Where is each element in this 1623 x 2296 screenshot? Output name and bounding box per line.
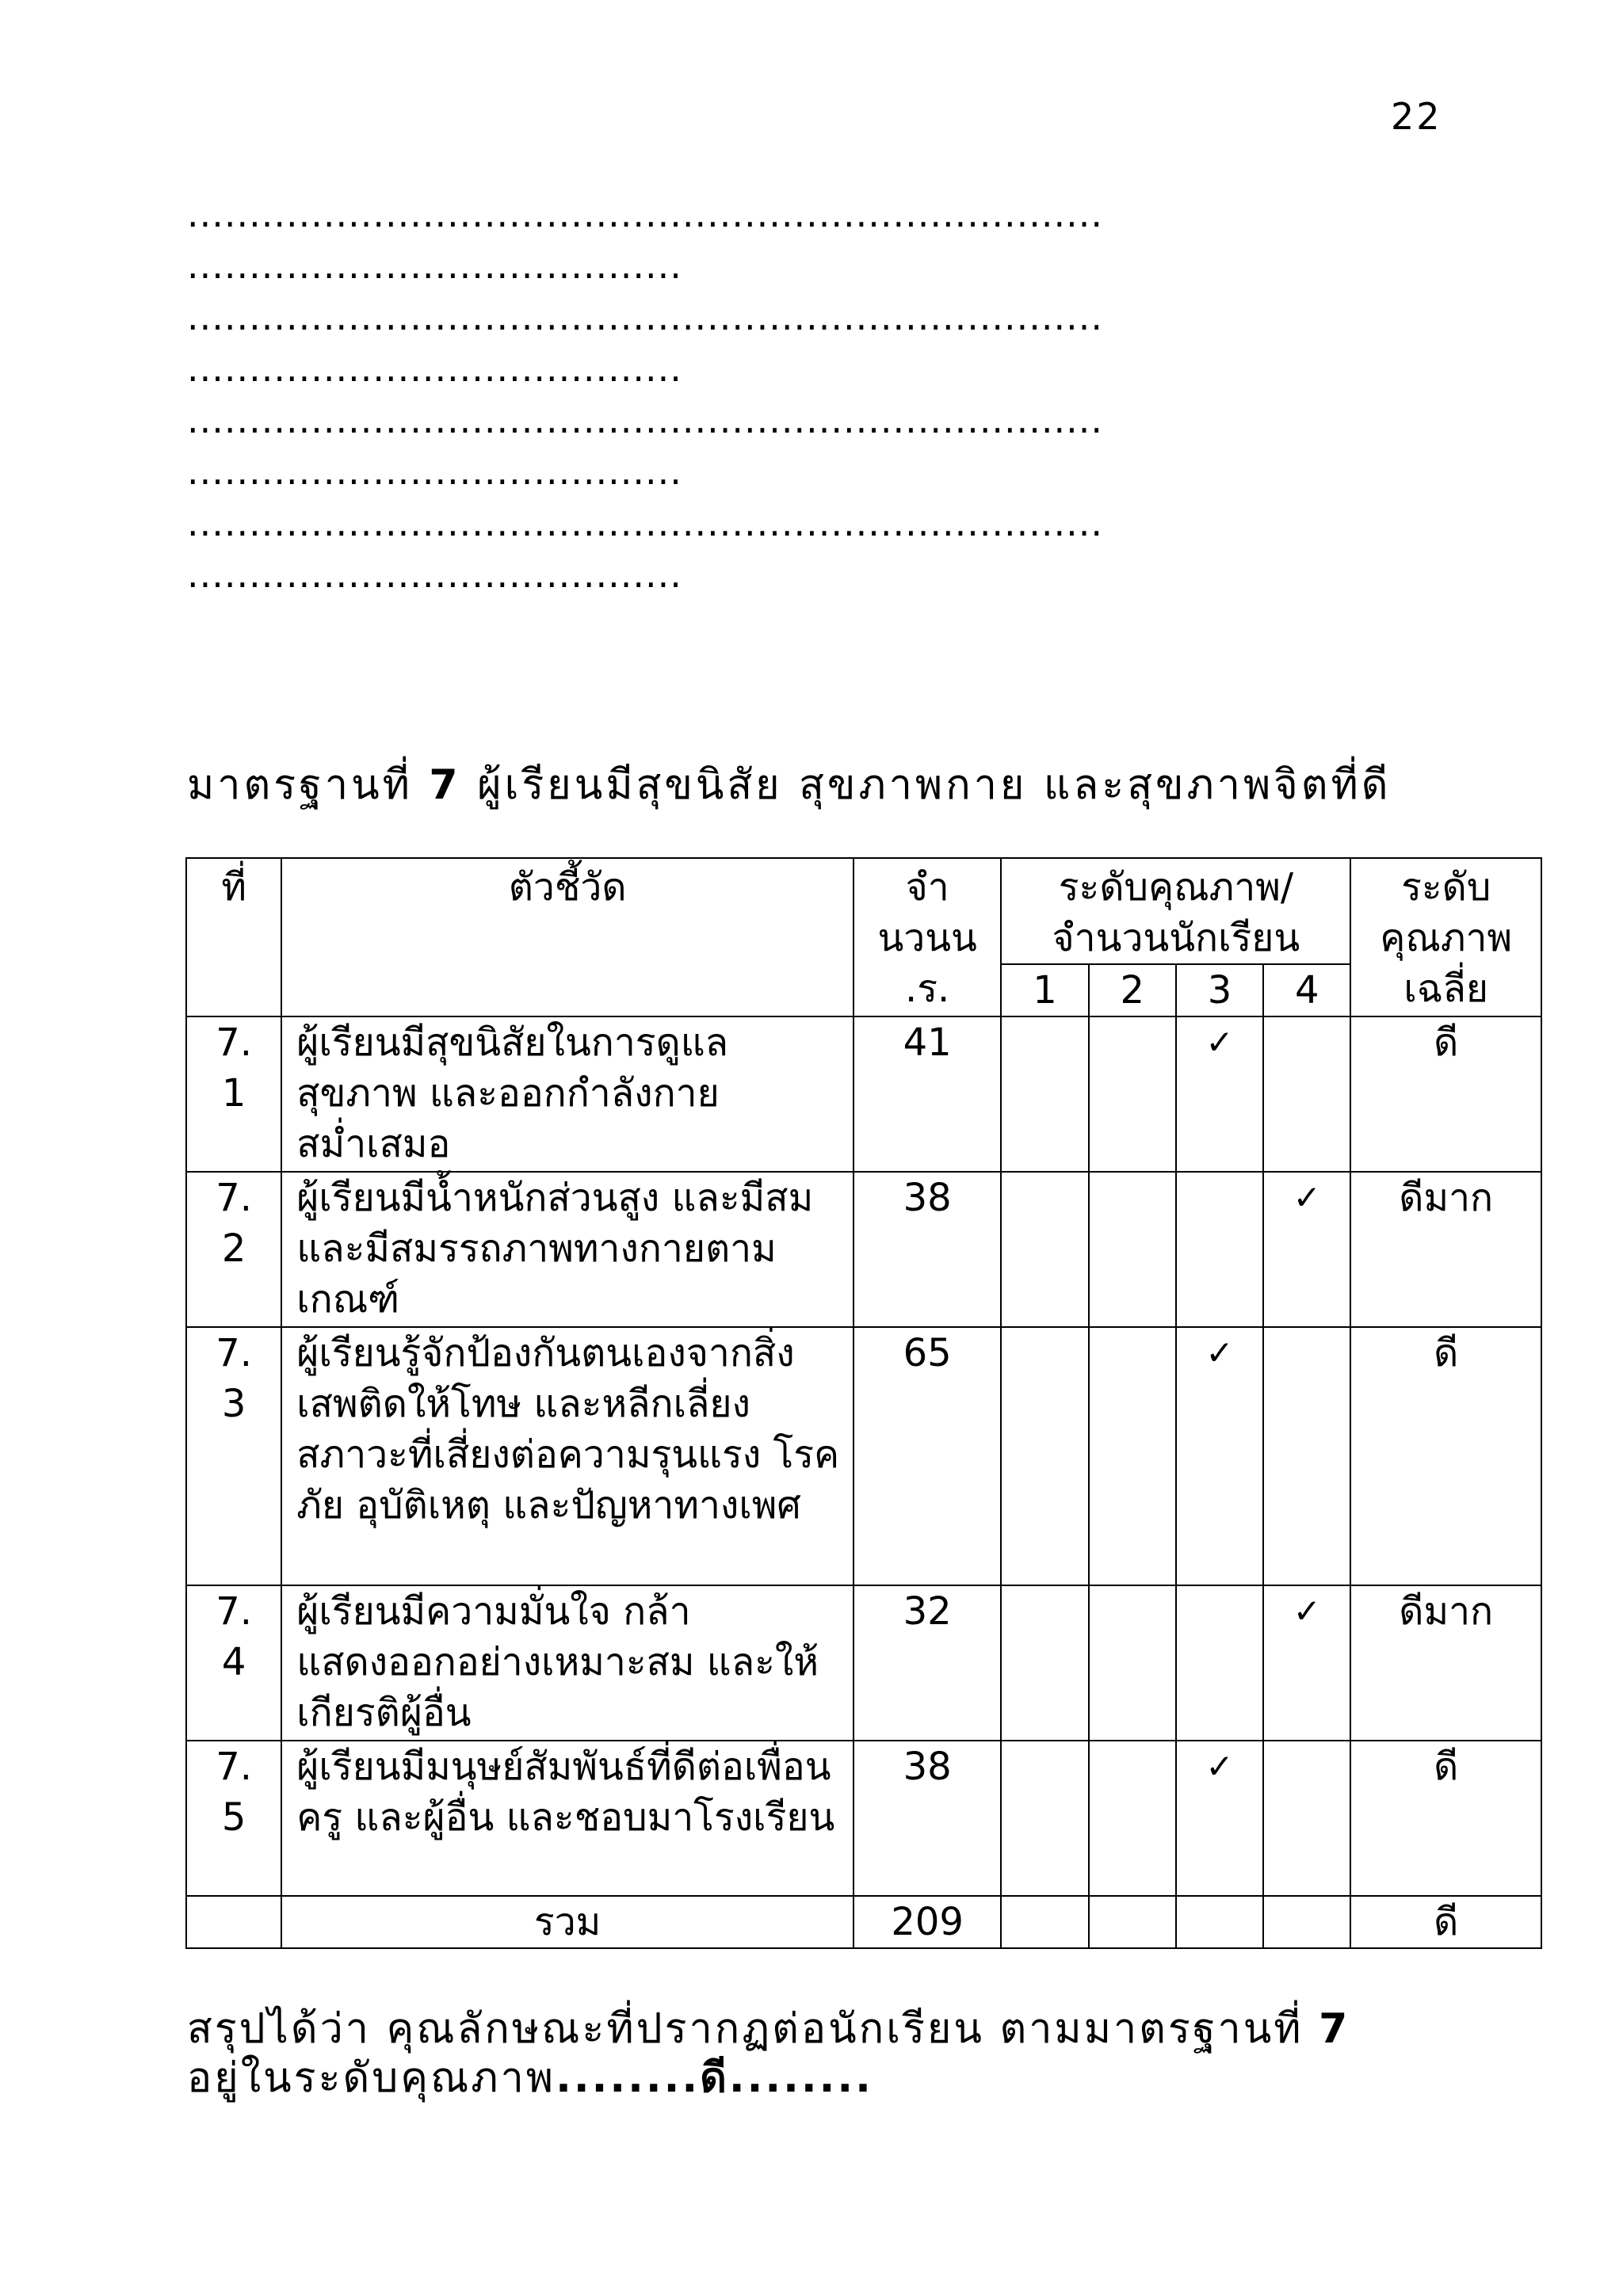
row-indicator: ผู้เรียนมีสุขนิสัยในการดูแลสุขภาพ และออกกำลังกายสม่ำเสมอ (281, 1016, 854, 1172)
section-title-prefix: มาตรฐานที่ (187, 761, 430, 809)
row-count: 41 (854, 1016, 1001, 1172)
dotted-line: .......................................................................... (187, 193, 1104, 235)
level-1-cell (1001, 1172, 1088, 1327)
level-4-cell (1263, 1741, 1350, 1896)
level-4-cell (1263, 1016, 1350, 1172)
indicator-table (185, 857, 1542, 1949)
level-1-cell (1001, 1327, 1088, 1585)
level-2-cell (1089, 1327, 1176, 1585)
row-average: ดี (1350, 1327, 1541, 1585)
table-total-row (186, 1896, 1541, 1948)
header-level-2: 2 (1089, 964, 1176, 1016)
total-empty-cell (186, 1896, 281, 1948)
table-row (186, 1585, 1541, 1741)
row-indicator: ผู้เรียนรู้จักป้องกันตนเองจากสิ่งเสพติดให้โทษ และหลีกเลี่ยงสภาวะที่เสี่ยงต่อความรุนแรง โรคภัย อุบัติเหตุ และปัญหาทางเพศ (281, 1327, 854, 1585)
row-number: 7. 2 (186, 1172, 281, 1327)
total-label: รวม (281, 1896, 854, 1948)
table-row (186, 1741, 1541, 1896)
level-1-cell (1001, 1741, 1088, 1896)
row-average: ดีมาก (1350, 1585, 1541, 1741)
dotted-line: .......................................................................... (187, 296, 1104, 338)
section-title-text: ผู้เรียนมีสุขนิสัย สุขภาพกาย และสุขภาพจิตที่ดี (460, 761, 1392, 809)
level-2-cell (1089, 1172, 1176, 1327)
dotted-line: ........................................ (187, 553, 682, 596)
dotted-line: ........................................ (187, 347, 682, 390)
header-average: ระดับ คุณภาพ เฉลี่ย (1350, 858, 1541, 1016)
header-level-3: 3 (1176, 964, 1263, 1016)
row-number: 7. 1 (186, 1016, 281, 1172)
dotted-line: ........................................ (187, 244, 682, 287)
row-indicator: ผู้เรียนมีความมั่นใจ กล้าแสดงออกอย่างเหมาะสม และให้เกียรติผู้อื่น (281, 1585, 854, 1741)
checkmark-icon: ✓ (1176, 1327, 1263, 1585)
row-count: 32 (854, 1585, 1001, 1741)
row-average: ดีมาก (1350, 1172, 1541, 1327)
level-2-cell (1089, 1016, 1176, 1172)
page-number: 22 (1391, 95, 1442, 138)
level-2-cell (1089, 1741, 1176, 1896)
row-count: 38 (854, 1741, 1001, 1896)
level-2-cell (1089, 1585, 1176, 1741)
header-quality-level: ระดับคุณภาพ/ จำนวนนักเรียน (1001, 858, 1350, 964)
dotted-line: .......................................................................... (187, 399, 1104, 441)
checkmark-icon: ✓ (1263, 1172, 1350, 1327)
checkmark-icon: ✓ (1263, 1585, 1350, 1741)
table-header-row (186, 858, 1541, 964)
dotted-answer-lines (187, 189, 1423, 601)
row-count: 65 (854, 1327, 1001, 1585)
table-row (186, 1016, 1541, 1172)
level-1-cell (1001, 1585, 1088, 1741)
row-number: 7. 4 (186, 1585, 281, 1741)
row-number: 7. 5 (186, 1741, 281, 1896)
header-level-4: 4 (1263, 964, 1350, 1016)
row-indicator: ผู้เรียนมีน้ำหนักส่วนสูง และมีสม และมีสมรรถภาพทางกายตามเกณฑ์ (281, 1172, 854, 1327)
level-3-cell (1176, 1585, 1263, 1741)
total-level-3-cell (1176, 1896, 1263, 1948)
section-title (187, 751, 1392, 817)
row-average: ดี (1350, 1016, 1541, 1172)
header-count: จำ นวนน .ร. (854, 858, 1001, 1016)
table-row (186, 1327, 1541, 1585)
total-level-4-cell (1263, 1896, 1350, 1948)
header-no: ที่ (186, 858, 281, 1016)
level-3-cell (1176, 1172, 1263, 1327)
conclusion (187, 2004, 1350, 2103)
dotted-line: .......................................................................... (187, 502, 1104, 544)
header-indicator: ตัวชี้วัด (281, 858, 854, 1016)
table-row (186, 1172, 1541, 1327)
conclusion-line-2: อยู่ในระดับคุณภาพ........ดี........ (187, 2054, 873, 2102)
dotted-line: ........................................ (187, 450, 682, 493)
row-average: ดี (1350, 1741, 1541, 1896)
level-1-cell (1001, 1016, 1088, 1172)
total-level-2-cell (1089, 1896, 1176, 1948)
conclusion-line-1: สรุปได้ว่า คุณลักษณะที่ปรากฏต่อนักเรียน ตามมาตรฐานที่ 7 (187, 2005, 1350, 2053)
row-indicator: ผู้เรียนมีมนุษย์สัมพันธ์ที่ดีต่อเพื่อน ครู และผู้อื่น และชอบมาโรงเรียน (281, 1741, 854, 1896)
checkmark-icon: ✓ (1176, 1016, 1263, 1172)
header-level-1: 1 (1001, 964, 1088, 1016)
total-average: ดี (1350, 1896, 1541, 1948)
section-title-number: 7 (429, 761, 461, 809)
level-4-cell (1263, 1327, 1350, 1585)
checkmark-icon: ✓ (1176, 1741, 1263, 1896)
row-count: 38 (854, 1172, 1001, 1327)
total-level-1-cell (1001, 1896, 1088, 1948)
total-count: 209 (854, 1896, 1001, 1948)
row-number: 7. 3 (186, 1327, 281, 1585)
